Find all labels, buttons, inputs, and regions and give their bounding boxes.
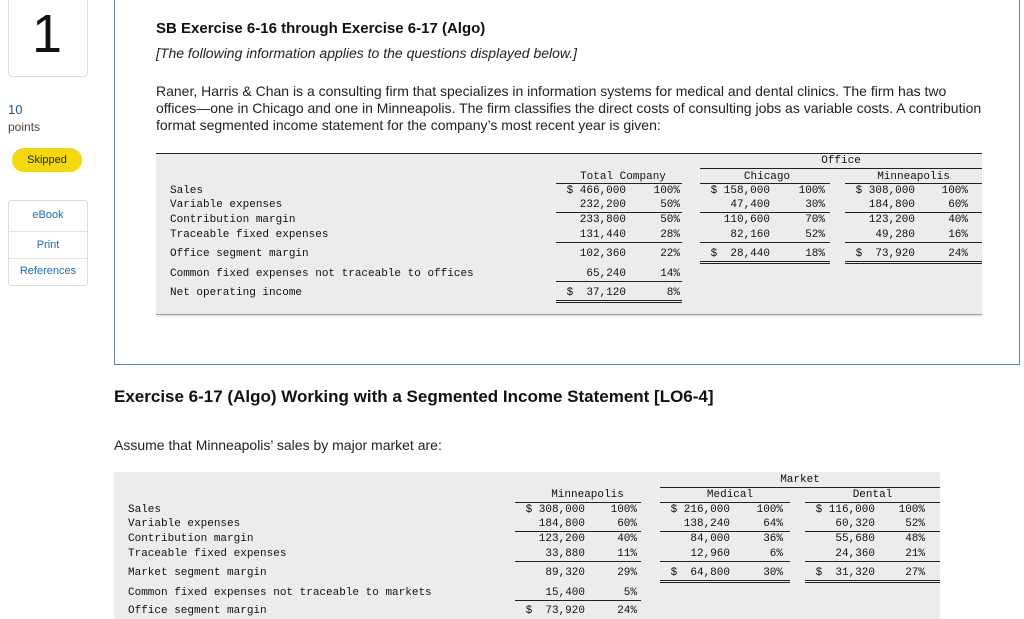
cell-percent: 24% xyxy=(948,248,968,260)
cell-value: $ 64,800 xyxy=(670,567,730,579)
cell-value: 123,200 xyxy=(538,533,585,545)
cell-percent: 11% xyxy=(617,548,637,560)
cell-percent: 100% xyxy=(610,504,637,516)
cell-value: 233,800 xyxy=(579,214,626,226)
points-label: points xyxy=(8,120,41,134)
problem-subtitle: [The following information applies to the questions displayed below.] xyxy=(156,45,578,61)
table-rule xyxy=(805,582,940,583)
row-label: Contribution margin xyxy=(128,533,254,545)
cell-value: $ 73,920 xyxy=(525,605,585,617)
cell-percent: 50% xyxy=(660,199,680,211)
cell-percent: 27% xyxy=(905,567,925,579)
cell-value: 138,240 xyxy=(683,518,730,530)
problem-paragraph: Raner, Harris & Chan is a consulting firm that specializes in information systems for medical and dental clinics. The firm has two offices—one in Chicago and one in Minneapolis. The firm classifies the direct costs of consulting jobs as variable costs. A contribution format segmented income statement for the company’s most recent year is given: xyxy=(156,83,982,133)
col-header-medical: Medical xyxy=(706,489,754,501)
row-label: Traceable fixed expenses xyxy=(128,548,287,560)
cell-value: 102,360 xyxy=(579,248,626,260)
cell-percent: 52% xyxy=(905,518,925,530)
cell-percent: 40% xyxy=(948,214,968,226)
cell-percent: 50% xyxy=(660,214,680,226)
col-header-minneapolis: Minneapolis xyxy=(877,171,950,183)
cell-percent: 22% xyxy=(660,248,680,260)
office-group-header: Office xyxy=(821,155,861,167)
cell-percent: 36% xyxy=(763,533,783,545)
cell-value: $ 158,000 xyxy=(710,185,770,197)
cell-value: 123,200 xyxy=(868,214,915,226)
cell-value: $ 216,000 xyxy=(670,504,730,516)
cell-percent: 40% xyxy=(617,533,637,545)
ebook-link[interactable]: eBook xyxy=(32,209,64,221)
table-rule xyxy=(660,561,790,562)
cell-percent: 60% xyxy=(617,518,637,530)
row-label: Office segment margin xyxy=(128,605,267,617)
cell-percent: 29% xyxy=(617,567,637,579)
cell-percent: 52% xyxy=(805,229,825,241)
cell-value: 47,400 xyxy=(730,199,770,211)
cell-value: 82,160 xyxy=(730,229,770,241)
cell-percent: 100% xyxy=(756,504,783,516)
cell-value: $ 308,000 xyxy=(855,185,915,197)
row-label: Common fixed expenses not traceable to markets xyxy=(128,587,432,599)
cell-value: $ 466,000 xyxy=(566,185,626,197)
cell-percent: 30% xyxy=(805,199,825,211)
row-label: Office segment margin xyxy=(170,248,309,260)
print-link[interactable]: Print xyxy=(36,239,60,251)
cell-percent: 60% xyxy=(948,199,968,211)
cell-value: 232,200 xyxy=(579,199,626,211)
table-rule xyxy=(805,561,940,562)
row-label: Traceable fixed expenses xyxy=(170,229,329,241)
col-header-total: Total Company xyxy=(580,171,666,183)
row-label: Variable expenses xyxy=(128,518,241,530)
cell-percent: 30% xyxy=(763,567,783,579)
cell-value: 131,440 xyxy=(579,229,626,241)
table-rule xyxy=(515,561,641,562)
col-header-chicago: Chicago xyxy=(743,171,791,183)
cell-value: 184,800 xyxy=(868,199,915,211)
cell-percent: 24% xyxy=(617,605,637,617)
cell-value: $ 31,320 xyxy=(815,567,875,579)
exercise-title: Exercise 6-17 (Algo) Working with a Segmented Income Statement [LO6-4] xyxy=(114,387,714,406)
table-rule xyxy=(515,531,641,532)
cell-percent: 100% xyxy=(653,185,680,197)
cell-value: 84,000 xyxy=(690,533,730,545)
row-label: Common fixed expenses not traceable to offices xyxy=(170,268,474,280)
cell-percent: 28% xyxy=(660,229,680,241)
table-rule xyxy=(805,531,940,532)
row-label: Market segment margin xyxy=(128,567,267,579)
points-value: 10 xyxy=(8,102,23,117)
cell-value: 49,280 xyxy=(875,229,915,241)
table-rule xyxy=(515,502,641,503)
row-label: Contribution margin xyxy=(170,214,296,226)
cell-value: $ 73,920 xyxy=(855,248,915,260)
question-number: 1 xyxy=(31,4,63,64)
cell-value: 184,800 xyxy=(538,518,585,530)
table-rule xyxy=(660,487,940,488)
problem-title: SB Exercise 6-16 through Exercise 6-17 (Algo) xyxy=(156,20,486,37)
cell-percent: 70% xyxy=(805,214,825,226)
table-rule xyxy=(660,580,790,581)
cell-value: 65,240 xyxy=(586,268,626,280)
cell-percent: 18% xyxy=(805,248,825,260)
table-rule xyxy=(805,502,940,503)
cell-value: 24,360 xyxy=(835,548,875,560)
row-label: Variable expenses xyxy=(170,199,283,211)
cell-percent: 16% xyxy=(948,229,968,241)
cell-percent: 100% xyxy=(941,185,968,197)
cell-value: $ 37,120 xyxy=(566,287,626,299)
cell-percent: 14% xyxy=(660,268,680,280)
cell-percent: 8% xyxy=(666,287,680,299)
cell-value: 12,960 xyxy=(690,548,730,560)
market-group-header: Market xyxy=(780,474,820,486)
col-header-minneapolis: Minneapolis xyxy=(551,489,624,501)
cell-value: $ 28,440 xyxy=(710,248,770,260)
col-header-dental: Dental xyxy=(852,489,893,501)
table-rule xyxy=(805,580,940,581)
cell-value: $ 116,000 xyxy=(815,504,875,516)
table-rule xyxy=(660,582,790,583)
assume-text: Assume that Minneapolis’ sales by major market are: xyxy=(114,437,442,453)
cell-value: 89,320 xyxy=(545,567,585,579)
references-link[interactable]: References xyxy=(19,265,77,277)
cell-percent: 21% xyxy=(905,548,925,560)
cell-value: $ 308,000 xyxy=(525,504,585,516)
cell-value: 33,880 xyxy=(545,548,585,560)
row-label: Sales xyxy=(128,504,162,516)
cell-value: 60,320 xyxy=(835,518,875,530)
cell-percent: 6% xyxy=(769,548,783,560)
cell-value: 55,680 xyxy=(835,533,875,545)
cell-value: 15,400 xyxy=(545,587,585,599)
cell-percent: 5% xyxy=(623,587,637,599)
row-label: Sales xyxy=(170,185,204,197)
cell-percent: 100% xyxy=(798,185,825,197)
status-badge: Skipped xyxy=(12,148,82,172)
cell-percent: 100% xyxy=(898,504,925,516)
table-rule xyxy=(660,502,790,503)
table-rule xyxy=(660,531,790,532)
row-label: Net operating income xyxy=(170,287,303,299)
table-rule xyxy=(515,600,641,601)
cell-percent: 64% xyxy=(763,518,783,530)
cell-percent: 48% xyxy=(905,533,925,545)
cell-value: 110,600 xyxy=(723,214,770,226)
